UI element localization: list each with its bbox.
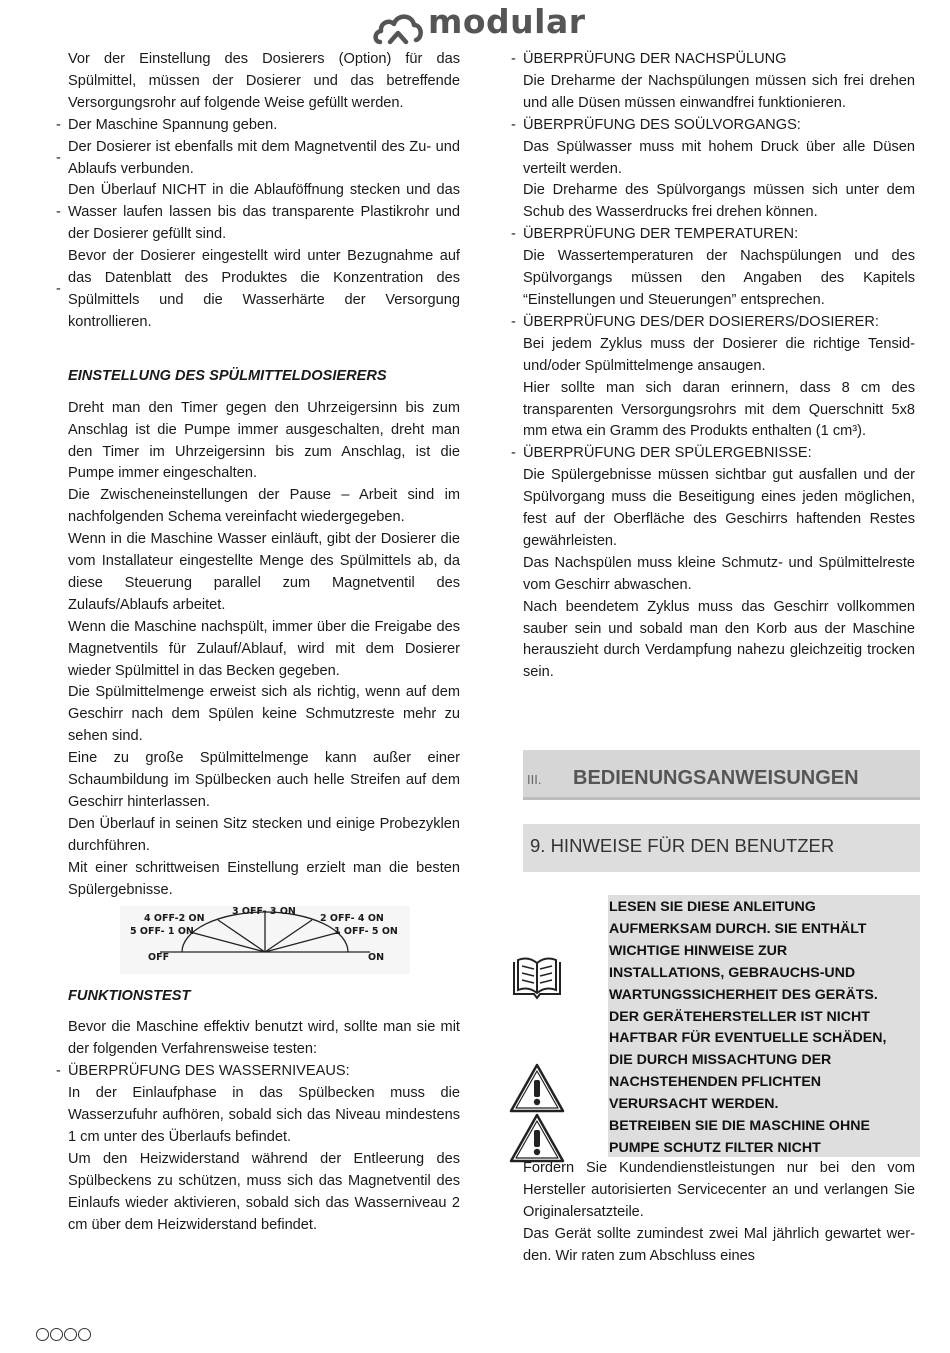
dial-label: 3 OFF- 3 ON	[232, 905, 296, 917]
dosing-intro: Vor der Einstellung des Dosierers (Option) für das Spülmittel, müssen der Dosierer und das betreffende Versorgungsrohr auf folgende Weise gefüllt werden.	[68, 51, 460, 111]
warning-line: DER GERÄTEHERSTELLER IST NICHT	[609, 1008, 870, 1025]
paragraph: Nach beendetem Zyklus muss das Geschirr vollkommen sauber sein und sobald man den Korb aus der Maschine herauszieht durch Verdampfung nahezu gleichzeitig trocken sein.	[523, 598, 915, 681]
paragraph: Bevor die Maschine effektiv benutzt wird, sollte man sie mit der folgenden Verfahrensweise testen:	[68, 1019, 460, 1058]
check-item: - ÜBERPRÜFUNG DER SPÜLERGEBNISSE:	[511, 445, 812, 462]
paragraph: Dreht man den Timer gegen den Uhrzeigersinn bis zum Anschlag ist die Pumpe immer ausgeschalten, dreht man den Timer im Uhrzeigersinn bis zum Anschlag, ist die Pumpe immer eingeschalten.	[68, 399, 460, 482]
paragraph: Die Spülmittelmenge erweist sich als richtig, wenn auf dem Geschirr nach dem Spülen keine Schmutzreste mehr zu sehen sind.	[68, 684, 460, 745]
dial-label: OFF	[148, 951, 170, 963]
paragraph: Eine zu große Spülmittelmenge kann außer einer Schaumbildung im Spülbecken auch helle Streifen auf dem Geschirr hinterlassen.	[68, 750, 460, 810]
left-column	[56, 49, 460, 1237]
check-title: ÜBERPRÜFUNG DES SOÜLVORGANGS:	[523, 116, 801, 133]
check-title: ÜBERPRÜFUNG DER TEMPERATUREN:	[523, 226, 799, 243]
warning-line: VERURSACHT WERDEN.	[609, 1096, 779, 1113]
paragraph: Die Zwischeneinstellungen der Pause – Arbeit sind im nachfolgenden Schema vereinfacht wiedergegeben.	[68, 487, 460, 526]
paragraph: Hier sollte man sich daran erinnern, dass 8 cm des transparenten Versorgungsrohrs mit dem Querschnitt 5x8 mm etwa ein Gramm des Produkts enthalten (1 cm³).	[523, 379, 915, 440]
warning-line: INSTALLATIONS, GEBRAUCHS-UND	[609, 964, 856, 981]
step-item: - Der Dosierer ist ebenfalls mit dem Magnetventil des Zu- und Ablaufs verbunden.	[56, 138, 460, 177]
dial-label: 2 OFF- 4 ON	[320, 912, 384, 924]
brand-logo	[372, 2, 586, 46]
timer-dial-diagram	[120, 906, 410, 974]
check-item: - ÜBERPRÜFUNG DES WASSERNIVEAUS:	[56, 1063, 350, 1080]
step-text: Der Dosierer ist ebenfalls mit dem Magnetventil des Zu- und Ablaufs verbunden.	[68, 138, 460, 177]
warning-line: HAFTBAR FÜR EVENTUELLE SCHÄDEN,	[609, 1030, 887, 1047]
service-text	[523, 1158, 915, 1268]
warning-line: DIE DURCH MISSACHTUNG DER	[609, 1052, 832, 1069]
paragraph: Das Gerät sollte zumindest zwei Mal jährlich gewartet wer-den. Wir raten zum Abschluss eines	[523, 1225, 915, 1264]
section-title: BEDIENUNGSANWEISUNGEN	[573, 767, 859, 789]
paragraph: Wenn in die Maschine Wasser einläuft, gibt der Dosierer die vom Installateur eingestellte Menge des Spülmittels ab, da diese Steuerung parallel zum Magnetventil des Zulaufs/Ablaufs arbeitet.	[68, 531, 460, 613]
dial-label: 4 OFF-2 ON	[144, 912, 205, 924]
paragraph: Die Wassertemperaturen der Nachspülungen und des Spülvorgangs müssen den Angaben des Kapitels “Einstellungen und Steuerungen” entsprechen.	[523, 248, 915, 308]
paragraph: Die Dreharme des Spülvorgangs müssen sich unter dem Schub des Wasserdrucks frei drehen können.	[523, 182, 915, 221]
step-item: - Bevor der Dosierer eingestellt wird unter Bezugnahme auf das Datenblatt des Produktes die Konzentration des Spülmittels und die Wasserhärte der Versorgung kontrollieren.	[56, 248, 460, 330]
check-title: ÜBERPRÜFUNG DER SPÜLERGEBNISSE:	[523, 445, 812, 462]
cert-mark	[64, 1328, 77, 1341]
paragraph: Die Spülergebnisse müssen sichtbar gut ausfallen und der Spülvorgang muss die Beseitigung eines jeden möglichen, fest auf der Oberfläche des Geschirrs haftenden Restes gewährleisten.	[523, 467, 915, 549]
check-item: - ÜBERPRÜFUNG DES/DER DOSIERERS/DOSIERER:	[511, 313, 879, 330]
certification-marks-icon	[36, 1328, 91, 1341]
paragraph: Bei jedem Zyklus muss der Dosierer die richtige Tensid- und/oder Spülmittelmenge ansaugen.	[523, 335, 915, 374]
paragraph: Den Überlauf in seinen Sitz stecken und einige Probezyklen durchführen.	[68, 815, 460, 854]
warning-line: AUFMERKSAM DURCH. SIE ENTHÄLT	[609, 920, 867, 937]
section-number: III.	[527, 772, 542, 787]
section-heading: EINSTELLUNG DES SPÜLMITTELDOSIERERS	[68, 367, 387, 384]
step-item: - Der Maschine Spannung geben.	[56, 116, 278, 133]
section-banner	[523, 750, 920, 800]
paragraph: Die Dreharme der Nachspülungen müssen sich frei drehen und alle Düsen müssen einwandfrei funktionieren.	[523, 72, 915, 111]
step-text: Bevor der Dosierer eingestellt wird unter Bezugnahme auf das Datenblatt des Produktes die Konzentration des Spülmittels und die Wasserhärte der Versorgung kontrollieren.	[68, 248, 460, 330]
warning-line: NACHSTEHENDEN PFLICHTEN	[609, 1074, 822, 1091]
paragraph: Das Nachspülen muss kleine Schmutz- und Spülmittelreste vom Geschirr abwaschen.	[523, 554, 915, 593]
warning-line: WICHTIGE HINWEISE ZUR	[609, 942, 788, 959]
brand-name: modular	[428, 2, 586, 41]
check-title: ÜBERPRÜFUNG DES/DER DOSIERERS/DOSIERER:	[523, 313, 879, 330]
step-text: Der Maschine Spannung geben.	[68, 116, 278, 133]
paragraph: Das Spülwasser muss mit hohem Druck über alle Düsen verteilt werden.	[523, 138, 915, 177]
check-title: ÜBERPRÜFUNG DER NACHSPÜLUNG	[523, 51, 787, 67]
manual-book-icon	[510, 956, 564, 1002]
step-text: Den Überlauf NICHT in die Ablauföffnung stecken und das Wasser laufen lassen bis das transparente Plastikrohr und der Dosierer gefüllt sind.	[68, 182, 460, 243]
warning-line: LESEN SIE DIESE ANLEITUNG	[609, 899, 816, 915]
paragraph: Fordern Sie Kundendienstleistungen nur bei den vom Hersteller autorisierten Servicecenter an und verlangen Sie Originalersatzteile.	[523, 1160, 915, 1220]
paragraph: Um den Heizwiderstand während der Entleerung des Spülbeckens zu schützen, muss sich das Magnetventil des Einlaufs wieder aktivieren, sobald sich das Wasserniveau 2 cm über dem Heizwiderstand befindet.	[68, 1150, 460, 1233]
warning-line: BETREIBEN SIE DIE MASCHINE OHNE	[609, 1118, 870, 1135]
warning-line: PUMPE SCHUTZ FILTER NICHT	[609, 1139, 821, 1156]
warning-triangle-icon	[508, 1062, 566, 1114]
chapter-title: 9. HINWEISE FÜR DEN BENUTZER	[530, 835, 835, 856]
cloud-logo-icon	[372, 8, 424, 46]
dial-label: ON	[368, 951, 385, 963]
section-heading: FUNKTIONSTEST	[68, 987, 191, 1004]
step-item: - Den Überlauf NICHT in die Ablauföffnung stecken und das Wasser laufen lassen bis das transparente Plastikrohr und der Dosierer gefüllt sind.	[56, 182, 460, 243]
chapter-banner	[523, 824, 920, 872]
dial-label: 5 OFF- 1 ON	[130, 925, 194, 937]
check-item: - ÜBERPRÜFUNG DER NACHSPÜLUNG	[511, 51, 787, 67]
warning-triangle-icon	[508, 1112, 566, 1164]
cert-mark	[36, 1328, 49, 1341]
cert-mark	[78, 1328, 91, 1341]
check-title: ÜBERPRÜFUNG DES WASSERNIVEAUS:	[68, 1063, 350, 1080]
warning-line: WARTUNGSSICHERHEIT DES GERÄTS.	[609, 986, 878, 1003]
paragraph: Wenn die Maschine nachspült, immer über die Freigabe des Magnetventils für Zulauf/Ablauf, wird mit dem Dosierer wieder Spülmittel in das Becken gegeben.	[68, 618, 460, 679]
warning-notice	[608, 895, 920, 1157]
check-item: - ÜBERPRÜFUNG DES SOÜLVORGANGS:	[511, 116, 801, 133]
right-column	[511, 49, 915, 684]
check-item: - ÜBERPRÜFUNG DER TEMPERATUREN:	[511, 226, 799, 243]
dial-label: 1 OFF- 5 ON	[334, 925, 398, 937]
paragraph: Mit einer schrittweisen Einstellung erzielt man die besten Spülergebnisse.	[68, 859, 460, 898]
cert-mark	[50, 1328, 63, 1341]
paragraph: In der Einlaufphase in das Spülbecken muss die Wasserzufuhr aufhören, sobald sich das Niveau mindestens 1 cm unter des Überlaufs befindet.	[68, 1085, 460, 1145]
